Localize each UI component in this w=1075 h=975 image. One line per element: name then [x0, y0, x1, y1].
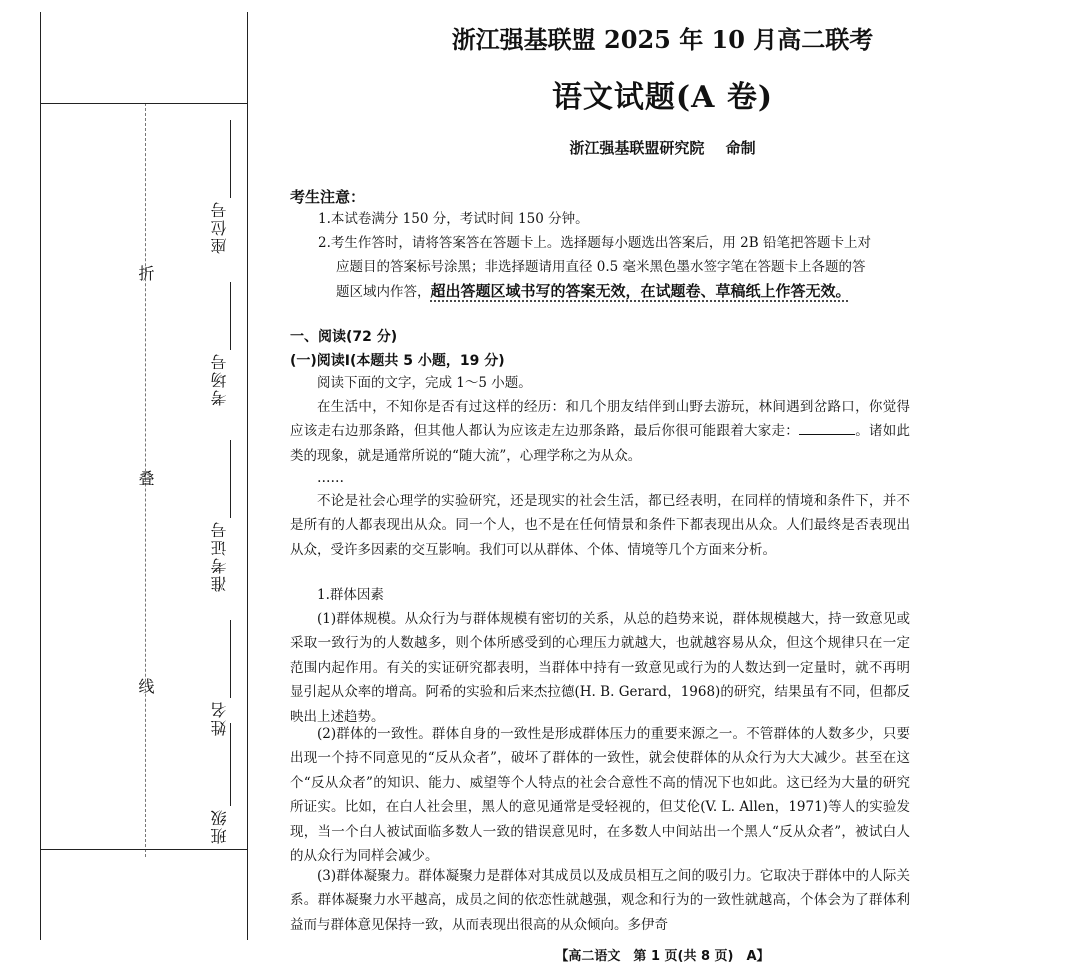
- binding-border-left: [40, 12, 41, 940]
- page-footer: 【高二语文 第 1 页(共 8 页) A】: [555, 949, 770, 964]
- notice-item-2: [318, 231, 918, 304]
- passage-paragraph-5: (3)群体凝聚力。群体凝聚力是群体对其成员以及成员相互之间的吸引力。它取决于群体中的人际关系。群体凝聚力水平越高，成员之间的依恋性就越强，观念和行为的一致性就越高，个体会为了群体利益而与群体意见保持一致，从而表现出很高的从众倾向。多伊奇: [290, 868, 910, 933]
- admission-number-label: 准考证号: [209, 520, 229, 592]
- paragraph-1-text-a: 在生活中，不知你是否有过这样的经历：和几个朋友结伴到山野去游玩，林间遇到岔路口，你觉得应该走右边那条路，但其他人都认为应该走左边那条路，最后你很可能跟着大家走：: [290, 399, 910, 440]
- instruction-text: 阅读下面的文字，完成 1～5 小题。: [317, 375, 532, 391]
- paragraph-1-text-b: 。诸如此类的现象，就是通常所说的“随大流”，心理学称之为从众。: [290, 423, 911, 464]
- fold-char-2: 叠: [136, 470, 155, 486]
- passage-paragraph-2: 不论是社会心理学的实验研究，还是现实的社会生活，都已经表明，在同样的情境和条件下，并不是所有的人都表现出从众。同一个人，也不是在任何情景和条件下都表现出从众。人们最终是否表现出从众，受许多因素的交互影响。我们可以从群体、个体、情境等几个方面来分析。: [290, 493, 910, 558]
- name-label: 姓名: [209, 700, 229, 736]
- notice-heading: 考生注意：: [290, 188, 366, 206]
- compiled-label: 命制: [725, 139, 756, 157]
- notice-item-1: 1.本试卷满分 150 分，考试时间 150 分钟。: [318, 211, 589, 227]
- section-heading: 一、阅读(72 分): [290, 329, 398, 345]
- notice-emphasis: 超出答题区域书写的答案无效，在试题卷、草稿纸上作答无效。: [430, 282, 851, 300]
- exam-room-label: 考场号: [209, 352, 229, 406]
- notice-item-2-line-3-text: 题区域内作答，: [336, 284, 431, 300]
- admission-number-field[interactable]: [206, 520, 232, 592]
- fill-in-blank: [799, 420, 855, 435]
- paper-title: 语文试题(A 卷): [551, 80, 774, 115]
- exam-room-field[interactable]: [206, 352, 232, 406]
- factor-heading: 1.群体因素: [317, 587, 384, 603]
- passage-paragraph-4: (2)群体的一致性。群体自身的一致性是形成群体压力的重要来源之一。不管群体的人数多少，只要出现一个持不同意见的“反从众者”，破坏了群体的一致性，就会使群体的从众行为大大减少。甚至在这个“反从众者”的知识、能力、威望等个人特点的社会合意性不高的情况下也如此。这已经为大量的研究所证实。比如，在白人社会里，黑人的意见通常是受轻视的，但艾伦(V. L. Allen，1971)等人的实验发现，当一个白人被试面临多数人一致的错误意见时，在多数人中间站出一个黑人“反从众者”，被试白人的从众行为同样会减少。: [290, 726, 910, 865]
- ellipsis-line: ……: [317, 470, 344, 486]
- exam-room-line: [230, 282, 231, 350]
- class-line: [230, 723, 231, 806]
- seat-number-field[interactable]: [206, 200, 232, 254]
- subsection-heading: (一)阅读Ⅰ(本题共 5 小题，19 分): [290, 353, 505, 369]
- publisher-line: [250, 137, 1075, 158]
- publisher-name: 浙江强基联盟研究院: [569, 139, 705, 157]
- seat-number-label: 座位号: [209, 200, 229, 254]
- name-field[interactable]: [206, 700, 232, 736]
- notice-item-2-line-1: 2.考生作答时，请将答案答在答题卡上。选择题每小题选出答案后，用 2B 铅笔把答题卡上对: [318, 235, 871, 251]
- fold-char-1: 折: [136, 265, 155, 281]
- binding-top-rule: [40, 103, 247, 104]
- notice-item-2-line-3: [318, 279, 918, 304]
- name-line: [230, 620, 231, 698]
- class-field[interactable]: [206, 808, 232, 844]
- admission-number-line: [230, 440, 231, 518]
- binding-bottom-rule: [40, 849, 247, 850]
- passage-paragraph-3: (1)群体规模。从众行为与群体规模有密切的关系，从总的趋势来说，群体规模越大，持一致意见或采取一致行为的人数越多，则个体所感受到的心理压力就越大，也就越容易从众，但这个规律只在一定范围内起作用。有关的实证研究都表明，当群体中持有一致意见或行为的人数达到一定量时，就不再明显引起从众率的增高。阿希的实验和后来杰拉德(H. B. Gerard，1968)的研究，结果虽有不同，但都反映出上述趋势。: [290, 611, 910, 725]
- notice-item-2-line-2: 应题目的答案标号涂黑；非选择题请用直径 0.5 毫米黑色墨水签字笔在答题卡上各题的答: [336, 259, 866, 275]
- seat-number-line: [230, 120, 231, 198]
- exam-title: 浙江强基联盟 2025 年 10 月高二联考: [451, 25, 874, 54]
- fold-char-3: 线: [136, 678, 155, 694]
- binding-border-right: [247, 12, 248, 940]
- passage-paragraph-1: [290, 395, 910, 468]
- class-label: 班级: [209, 808, 229, 844]
